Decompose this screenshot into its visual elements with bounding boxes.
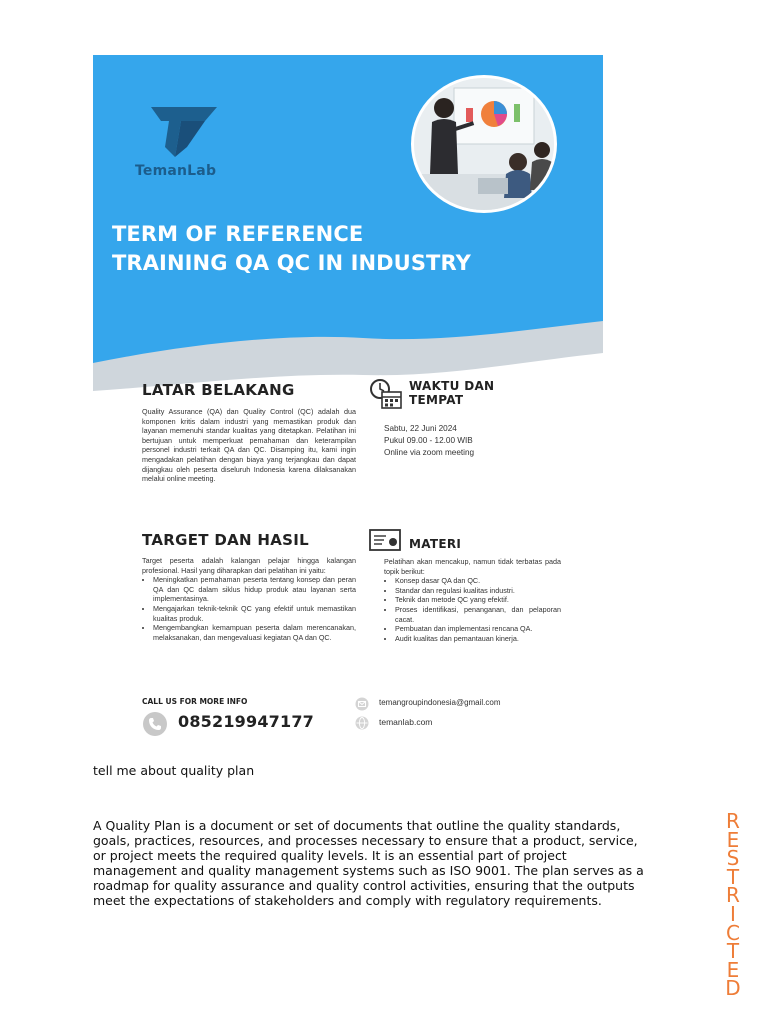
flyer-title-line-1: TERM OF REFERENCE (112, 222, 364, 246)
materi-item: • Audit kualitas dan pemantauan kinerja. (395, 634, 561, 644)
temanlab-logo-icon (151, 107, 217, 157)
materi-item: • Konsep dasar QA dan QC. (395, 576, 561, 586)
presentation-board-icon (369, 528, 403, 554)
flyer-title-line-2: TRAINING QA QC IN INDUSTRY (112, 251, 471, 275)
restricted-letter: T (726, 939, 740, 964)
restricted-letter: T (726, 864, 740, 889)
target-item: • Mengajarkan teknik-teknik QC yang efektif untuk memastikan kualitas produk. (153, 604, 356, 623)
waktu-place: Online via zoom meeting (384, 448, 475, 457)
call-us-label: CALL US FOR MORE INFO (142, 697, 248, 706)
email-address: temangroupindonesia@gmail.com (379, 698, 501, 707)
restricted-watermark (722, 809, 744, 1001)
answer-line: roadmap for quality assurance and quality control activities, ensuring that the outputs (93, 878, 635, 893)
materi-list (384, 576, 561, 643)
quality-plan-answer (93, 818, 693, 908)
waktu-tempat-details (384, 423, 584, 459)
target-item: • Meningkatkan pemahaman peserta tentang konsep dan peran QA dan QC dalam siklus hidup produk atau layanan serta implementasinya. (153, 575, 356, 604)
restricted-letter: R (726, 883, 740, 908)
latar-belakang-text: Quality Assurance (QA) dan Quality Control (QC) adalah dua komponen kritis dalam industri yang memastikan produk dan layanan memenuhi standar kualitas yang ditetapkan. Pelatihan ini bertujuan untuk memperkuat pemahaman dan keterampilan personel industri terkait QA dan QC. Disamping itu, kami ingin mengadakan pelatihan dengan biaya yang terjangkau dan dapat dijangkau oleh peserta diseluruh Indonesia karena dilaksanakan melalui online meeting. (142, 407, 356, 484)
target-hasil-text (142, 556, 356, 642)
materi-item: • Teknik dan metode QC yang efektif. (395, 595, 561, 605)
target-hasil-heading: TARGET DAN HASIL (142, 531, 309, 549)
user-question: tell me about quality plan (93, 763, 255, 778)
restricted-letter: E (726, 957, 740, 982)
flyer-title (112, 220, 471, 278)
answer-line: or project meets the required quality levels. It is an essential part of project (93, 848, 567, 863)
answer-line: A Quality Plan is a document or set of documents that outline the quality standards, (93, 818, 621, 833)
target-list (142, 575, 356, 642)
restricted-letter: E (726, 827, 740, 852)
restricted-letter: R (726, 809, 740, 833)
restricted-letter: D (725, 976, 741, 1001)
waktu-heading-line-1: WAKTU DAN (409, 379, 495, 393)
phone-number: 085219947177 (178, 712, 314, 731)
materi-item: • Standar dan regulasi kualitas industri. (395, 586, 561, 596)
training-photo (411, 75, 557, 213)
phone-icon (143, 712, 167, 736)
waktu-time: Pukul 09.00 - 12.00 WIB (384, 436, 473, 445)
brand-name: TemanLab (135, 163, 217, 179)
restricted-letter: C (726, 920, 740, 945)
restricted-letter: S (726, 846, 740, 871)
answer-line: goals, practices, resources, and processes necessary to ensure that a product, service, (93, 833, 638, 848)
answer-line: meet the expectations of stakeholders and comply with regulatory requirements. (93, 893, 602, 908)
clock-calendar-icon (369, 378, 403, 410)
target-intro: Target peserta adalah kalangan pelajar hingga kalangan profesional. Hasil yang diharapkan dari pelatihan ini yaitu: (142, 556, 356, 575)
restricted-letter: I (730, 901, 736, 926)
materi-item: • Pembuatan dan implementasi rencana QA. (395, 624, 561, 634)
globe-icon (355, 716, 369, 730)
latar-belakang-heading: LATAR BELAKANG (142, 381, 295, 399)
materi-heading: MATERI (409, 537, 462, 551)
waktu-date: Sabtu, 22 Juni 2024 (384, 424, 457, 433)
materi-text (384, 557, 561, 643)
target-item: • Mengembangkan kemampuan peserta dalam merencanakan, melaksanakan, dan mengevaluasi kegiatan QA dan QC. (153, 623, 356, 642)
materi-item: • Proses identifikasi, penanganan, dan pelaporan cacat. (395, 605, 561, 624)
waktu-tempat-heading (409, 379, 494, 407)
email-icon (355, 697, 369, 711)
website: temanlab.com (379, 717, 433, 727)
materi-intro: Pelatihan akan mencakup, namun tidak terbatas pada topik berikut: (384, 557, 561, 576)
answer-line: management and quality management systems such as ISO 9001. The plan serves as a (93, 863, 644, 878)
waktu-heading-line-2: TEMPAT (409, 393, 464, 407)
training-flyer-image (93, 55, 603, 745)
